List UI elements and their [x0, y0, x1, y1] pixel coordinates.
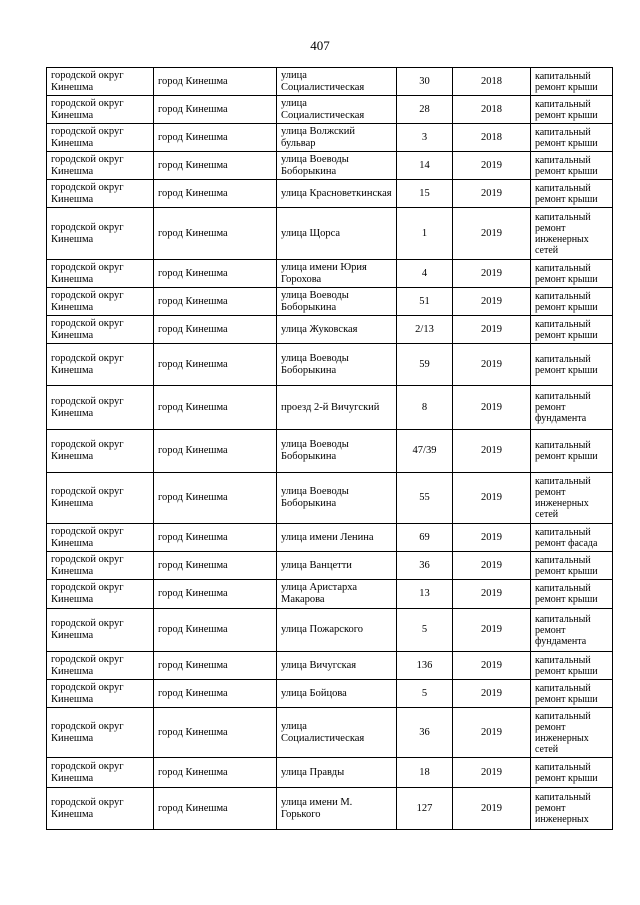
house-cell: 1 — [397, 208, 453, 260]
table-row — [47, 344, 613, 386]
work-type-cell: капитальный ремонт крыши — [531, 758, 613, 788]
street-cell: улица Пожарского — [277, 609, 397, 652]
work-type-cell: капитальный ремонт крыши — [531, 344, 613, 386]
year-cell: 2019 — [453, 208, 531, 260]
table-row — [47, 473, 613, 524]
year-cell: 2019 — [453, 430, 531, 473]
house-cell: 69 — [397, 524, 453, 552]
year-cell: 2019 — [453, 788, 531, 830]
house-cell: 30 — [397, 68, 453, 96]
district-cell: городской округ Кинешма — [47, 180, 154, 208]
district-cell: городской округ Кинешма — [47, 288, 154, 316]
street-cell: улица Бойцова — [277, 680, 397, 708]
city-cell: город Кинешма — [154, 96, 277, 124]
district-cell: городской округ Кинешма — [47, 609, 154, 652]
work-type-cell: капитальный ремонт крыши — [531, 260, 613, 288]
house-cell: 36 — [397, 552, 453, 580]
district-cell: городской округ Кинешма — [47, 652, 154, 680]
table-row — [47, 524, 613, 552]
street-cell: улица Воеводы Боборыкина — [277, 152, 397, 180]
table-row — [47, 208, 613, 260]
work-type-cell: капитальный ремонт крыши — [531, 180, 613, 208]
district-cell: городской округ Кинешма — [47, 524, 154, 552]
city-cell: город Кинешма — [154, 68, 277, 96]
table-row — [47, 580, 613, 609]
house-cell: 55 — [397, 473, 453, 524]
street-cell: улица Воеводы Боборыкина — [277, 430, 397, 473]
city-cell: город Кинешма — [154, 609, 277, 652]
year-cell: 2019 — [453, 288, 531, 316]
table-row — [47, 288, 613, 316]
house-cell: 59 — [397, 344, 453, 386]
district-cell: городской округ Кинешма — [47, 580, 154, 609]
street-cell: улица Аристарха Макарова — [277, 580, 397, 609]
street-cell: улица Вичугская — [277, 652, 397, 680]
city-cell: город Кинешма — [154, 288, 277, 316]
city-cell: город Кинешма — [154, 652, 277, 680]
work-type-cell: капитальный ремонт фундамента — [531, 609, 613, 652]
year-cell: 2019 — [453, 580, 531, 609]
street-cell: улица Правды — [277, 758, 397, 788]
house-cell: 3 — [397, 124, 453, 152]
work-type-cell: капитальный ремонт фасада — [531, 524, 613, 552]
page-number: 407 — [310, 38, 330, 53]
street-cell: улица имени Ленина — [277, 524, 397, 552]
table-row — [47, 260, 613, 288]
city-cell: город Кинешма — [154, 524, 277, 552]
house-cell: 15 — [397, 180, 453, 208]
year-cell: 2019 — [453, 152, 531, 180]
work-type-cell: капитальный ремонт крыши — [531, 680, 613, 708]
year-cell: 2019 — [453, 524, 531, 552]
street-cell: улица Воеводы Боборыкина — [277, 344, 397, 386]
street-cell: улица Волжский бульвар — [277, 124, 397, 152]
table-row — [47, 68, 613, 96]
table-row — [47, 758, 613, 788]
table-row — [47, 680, 613, 708]
street-cell: улица имени Юрия Горохова — [277, 260, 397, 288]
year-cell: 2019 — [453, 386, 531, 430]
table-row — [47, 652, 613, 680]
house-cell: 4 — [397, 260, 453, 288]
work-type-cell: капитальный ремонт крыши — [531, 96, 613, 124]
house-cell: 51 — [397, 288, 453, 316]
street-cell: улица Красноветкинская — [277, 180, 397, 208]
district-cell: городской округ Кинешма — [47, 473, 154, 524]
repair-registry-table — [46, 67, 613, 830]
district-cell: городской округ Кинешма — [47, 208, 154, 260]
house-cell: 47/39 — [397, 430, 453, 473]
year-cell: 2019 — [453, 260, 531, 288]
city-cell: город Кинешма — [154, 430, 277, 473]
house-cell: 2/13 — [397, 316, 453, 344]
district-cell: городской округ Кинешма — [47, 430, 154, 473]
table-row — [47, 316, 613, 344]
year-cell: 2019 — [453, 609, 531, 652]
street-cell: улица Воеводы Боборыкина — [277, 473, 397, 524]
year-cell: 2019 — [453, 552, 531, 580]
district-cell: городской округ Кинешма — [47, 68, 154, 96]
city-cell: город Кинешма — [154, 552, 277, 580]
year-cell: 2018 — [453, 68, 531, 96]
district-cell: городской округ Кинешма — [47, 788, 154, 830]
year-cell: 2019 — [453, 316, 531, 344]
table-row — [47, 430, 613, 473]
district-cell: городской округ Кинешма — [47, 552, 154, 580]
district-cell: городской округ Кинешма — [47, 708, 154, 758]
table-row — [47, 124, 613, 152]
house-cell: 5 — [397, 609, 453, 652]
city-cell: город Кинешма — [154, 788, 277, 830]
table-row — [47, 152, 613, 180]
district-cell: городской округ Кинешма — [47, 260, 154, 288]
year-cell: 2019 — [453, 680, 531, 708]
district-cell: городской округ Кинешма — [47, 316, 154, 344]
house-cell: 14 — [397, 152, 453, 180]
street-cell: улица Социалистическая — [277, 96, 397, 124]
work-type-cell: капитальный ремонт крыши — [531, 152, 613, 180]
city-cell: город Кинешма — [154, 580, 277, 609]
work-type-cell: капитальный ремонт крыши — [531, 652, 613, 680]
city-cell: город Кинешма — [154, 152, 277, 180]
table-row — [47, 180, 613, 208]
city-cell: город Кинешма — [154, 316, 277, 344]
district-cell: городской округ Кинешма — [47, 386, 154, 430]
table-row — [47, 96, 613, 124]
city-cell: город Кинешма — [154, 473, 277, 524]
year-cell: 2019 — [453, 652, 531, 680]
work-type-cell: капитальный ремонт крыши — [531, 68, 613, 96]
table-row — [47, 386, 613, 430]
year-cell: 2019 — [453, 473, 531, 524]
street-cell: улица Социалистическая — [277, 708, 397, 758]
work-type-cell: капитальный ремонт инженерных — [531, 788, 613, 830]
house-cell: 13 — [397, 580, 453, 609]
city-cell: город Кинешма — [154, 708, 277, 758]
district-cell: городской округ Кинешма — [47, 344, 154, 386]
city-cell: город Кинешма — [154, 180, 277, 208]
table-row — [47, 552, 613, 580]
street-cell: улица Социалистическая — [277, 68, 397, 96]
city-cell: город Кинешма — [154, 758, 277, 788]
work-type-cell: капитальный ремонт крыши — [531, 316, 613, 344]
district-cell: городской округ Кинешма — [47, 96, 154, 124]
work-type-cell: капитальный ремонт крыши — [531, 552, 613, 580]
district-cell: городской округ Кинешма — [47, 124, 154, 152]
table-row — [47, 708, 613, 758]
year-cell: 2019 — [453, 758, 531, 788]
work-type-cell: капитальный ремонт инженерных сетей — [531, 708, 613, 758]
year-cell: 2019 — [453, 344, 531, 386]
work-type-cell: капитальный ремонт крыши — [531, 288, 613, 316]
city-cell: город Кинешма — [154, 124, 277, 152]
city-cell: город Кинешма — [154, 344, 277, 386]
house-cell: 127 — [397, 788, 453, 830]
work-type-cell: капитальный ремонт крыши — [531, 430, 613, 473]
table-row — [47, 609, 613, 652]
house-cell: 28 — [397, 96, 453, 124]
work-type-cell: капитальный ремонт крыши — [531, 124, 613, 152]
work-type-cell: капитальный ремонт крыши — [531, 580, 613, 609]
house-cell: 5 — [397, 680, 453, 708]
district-cell: городской округ Кинешма — [47, 152, 154, 180]
year-cell: 2019 — [453, 180, 531, 208]
street-cell: улица Воеводы Боборыкина — [277, 288, 397, 316]
street-cell: улица имени М. Горького — [277, 788, 397, 830]
street-cell: проезд 2-й Вичугский — [277, 386, 397, 430]
house-cell: 36 — [397, 708, 453, 758]
city-cell: город Кинешма — [154, 680, 277, 708]
house-cell: 8 — [397, 386, 453, 430]
city-cell: город Кинешма — [154, 260, 277, 288]
house-cell: 136 — [397, 652, 453, 680]
year-cell: 2019 — [453, 708, 531, 758]
city-cell: город Кинешма — [154, 208, 277, 260]
work-type-cell: капитальный ремонт инженерных сетей — [531, 473, 613, 524]
city-cell: город Кинешма — [154, 386, 277, 430]
year-cell: 2018 — [453, 96, 531, 124]
district-cell: городской округ Кинешма — [47, 680, 154, 708]
street-cell: улица Щорса — [277, 208, 397, 260]
street-cell: улица Ванцетти — [277, 552, 397, 580]
house-cell: 18 — [397, 758, 453, 788]
work-type-cell: капитальный ремонт фундамента — [531, 386, 613, 430]
district-cell: городской округ Кинешма — [47, 758, 154, 788]
table-row — [47, 788, 613, 830]
street-cell: улица Жуковская — [277, 316, 397, 344]
work-type-cell: капитальный ремонт инженерных сетей — [531, 208, 613, 260]
year-cell: 2018 — [453, 124, 531, 152]
